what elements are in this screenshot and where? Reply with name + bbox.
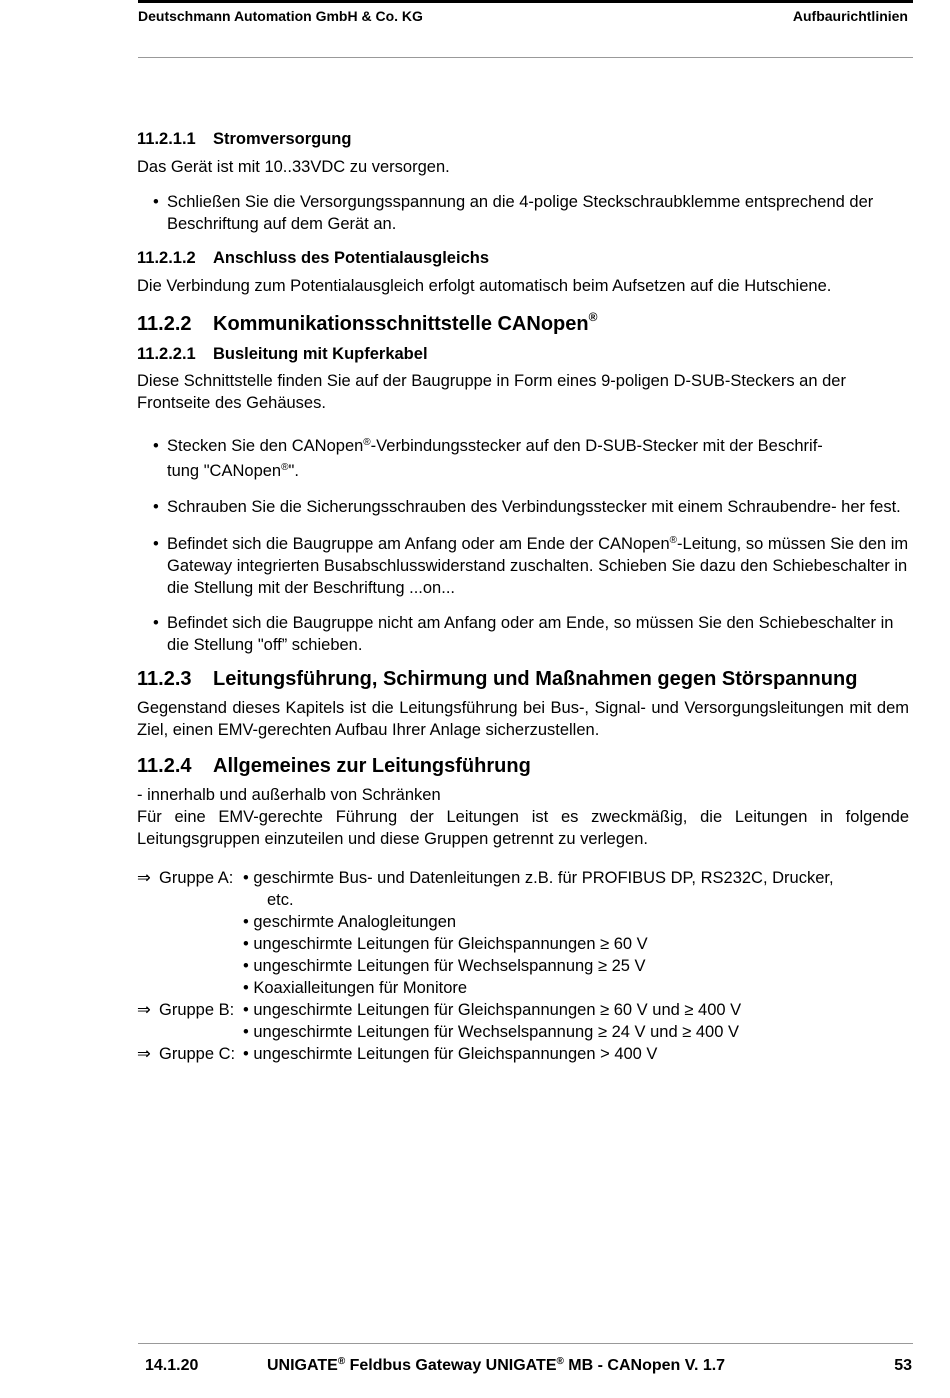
section-title: Stromversorgung [213,130,352,148]
bullet-text: -Verbindungsstecker auf den D-SUB-Stecker mit der Beschrif- [370,437,823,455]
heading-canopen-interface [137,311,909,337]
implies-arrow-icon: ⇒ [137,869,151,887]
heading-leitungsfuehrung [137,666,909,692]
section-title: Kommunikationsschnittstelle CANopen [213,313,589,335]
implies-arrow-icon: ⇒ [137,1001,151,1019]
group-label: Gruppe C: [159,1045,236,1063]
page-number: 53 [894,1357,912,1374]
group-item: • geschirmte Bus- und Datenleitungen z.B. für PROFIBUS DP, RS232C, Drucker, [243,869,834,887]
registered-mark: ® [669,535,678,546]
footer-date: 14.1.20 [145,1357,199,1374]
header-top-rule [138,0,913,3]
group-item-continuation: etc. [267,891,294,909]
group-item: • Koaxialleitungen für Monitore [243,979,468,997]
paragraph: Diese Schnittstelle finden Sie auf der Baugruppe in Form eines 9-poligen D-SUB-Steckers an der Frontseite des Gehäuses. [137,372,846,412]
paragraph: Gegenstand dieses Kapitels ist die Leitungsführung bei Bus-, Signal- und Versorgungsleitungen mit dem Ziel, einen EMV-gerechten Aufbau Ihrer Anlage sicherzustellen. [137,699,909,739]
heading-allgemeines [137,753,909,779]
group-item: • ungeschirmte Leitungen für Gleichspannungen ≥ 60 V und ≥ 400 V [243,1001,742,1019]
group-item: • ungeschirmte Leitungen für Wechselspannung ≥ 25 V [243,957,646,975]
section-number: 11.2.1.1 [137,130,196,148]
section-number: 11.2.1.2 [137,249,196,267]
group-item: • ungeschirmte Leitungen für Gleichspannungen ≥ 60 V [243,935,648,953]
section-number: 11.2.2 [137,313,192,335]
section-number: 11.2.3 [137,668,192,690]
bullet-text: tung "CANopen [167,462,282,480]
group-item: • ungeschirmte Leitungen für Wechselspannung ≥ 24 V und ≥ 400 V [243,1023,739,1041]
heading-stromversorgung [137,128,909,150]
group-label: Gruppe B: [159,1001,235,1019]
group-a-row [137,955,909,977]
group-a-row [137,933,909,955]
page-content [137,128,909,1065]
group-a-row [137,977,909,999]
section-title: Anschluss des Potentialausgleichs [213,249,490,267]
footer-title-part: Feldbus Gateway UNIGATE [345,1357,557,1374]
group-a-row [137,889,909,911]
paragraph: Das Gerät ist mit 10..33VDC zu versorgen. [137,158,450,176]
paragraph: - innerhalb und außerhalb von Schränken [137,786,441,804]
bullet-text: Stecken Sie den CANopen [167,437,364,455]
heading-busleitung [137,343,909,365]
registered-mark: ® [363,437,371,448]
header-chapter: Aufbaurichtlinien [792,8,908,24]
bullet-item [137,434,909,484]
group-item: • geschirmte Analogleitungen [243,913,457,931]
registered-mark: ® [281,462,289,473]
group-item: • ungeschirmte Leitungen für Gleichspannungen > 400 V [243,1045,658,1063]
group-b-row [137,1021,909,1043]
section-title: Allgemeines zur Leitungsführung [213,755,531,777]
section-number: 11.2.2.1 [137,345,196,363]
paragraph: Für eine EMV-gerechte Führung der Leitungen ist es zweckmäßig, die Leitungen in folgende Leitungsgruppen einzuteilen und diese Gruppen getrennt zu verlegen. [137,808,909,848]
section-number: 11.2.4 [137,755,192,777]
bullet-item [137,533,909,599]
bullet-item: • Schrauben Sie die Sicherungsschrauben des Verbindungsstecker mit einem Schraubendre- her fest. [137,496,909,518]
bullet-text: -Leitung, so müssen Sie den im Gateway integrierten Busabschlusswiderstand zuschalten. Schieben Sie dazu den Schiebeschalter in die Stellung mit der Beschriftung ...on... [167,535,909,597]
group-c-row [137,1043,909,1065]
footer-title [267,1357,725,1375]
registered-mark: ® [337,1356,346,1367]
group-a-row [137,867,909,889]
section-title: Busleitung mit Kupferkabel [213,345,428,363]
bullet-item: • Schließen Sie die Versorgungsspannung an die 4-polige Steckschraubklemme entsprechend der Beschriftung auf dem Gerät an. [137,191,909,235]
paragraph: Die Verbindung zum Potentialausgleich erfolgt automatisch beim Aufsetzen auf die Hutschiene. [137,277,832,295]
bullet-item: • Befindet sich die Baugruppe nicht am Anfang oder am Ende, so müssen Sie den Schiebeschalter in die Stellung "off” schieben. [137,612,909,656]
group-list [137,867,909,1065]
footer-title-part: UNIGATE [267,1357,338,1374]
group-label: Gruppe A: [159,869,234,887]
footer-divider [138,1343,913,1344]
header-divider [138,57,913,58]
registered-mark: ® [588,310,598,324]
group-a-row [137,911,909,933]
registered-mark: ® [556,1356,564,1367]
implies-arrow-icon: ⇒ [137,1045,151,1063]
group-b-row [137,999,909,1021]
header-company: Deutschmann Automation GmbH & Co. KG [138,8,423,24]
footer-title-part: MB - CANopen V. 1.7 [563,1357,726,1374]
bullet-text: Befindet sich die Baugruppe am Anfang oder am Ende der CANopen [167,535,670,553]
heading-potentialausgleich [137,247,909,269]
section-title: Leitungsführung, Schirmung und Maßnahmen gegen Störspannung [213,668,858,690]
bullet-text: ". [288,462,299,480]
